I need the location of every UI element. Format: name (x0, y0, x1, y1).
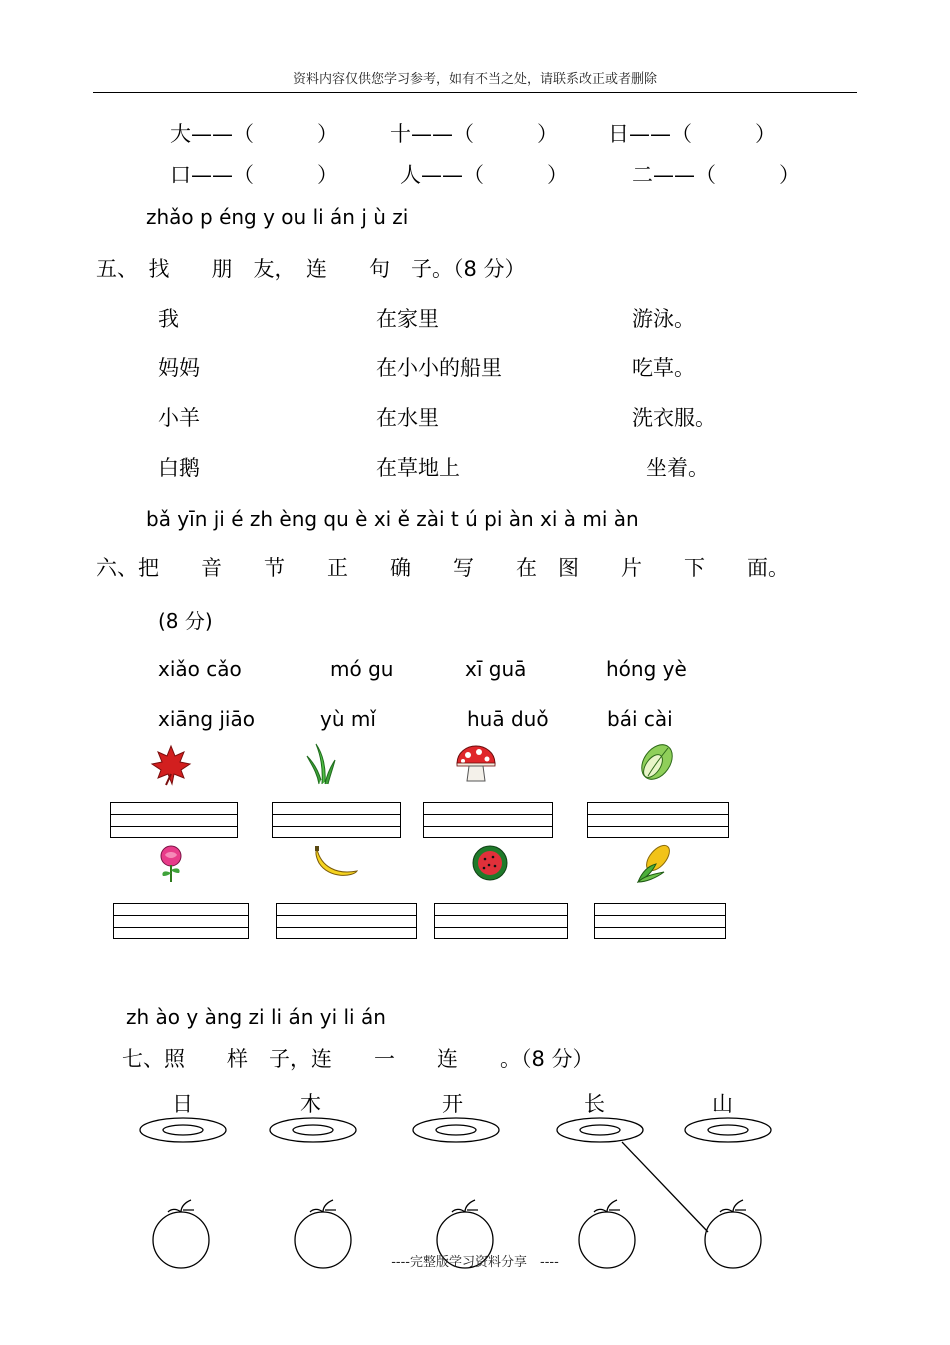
answer-box[interactable] (434, 903, 568, 939)
section6-score: (8 分) (158, 609, 213, 633)
action-phrase: 游泳。 (632, 307, 695, 331)
page-footer: ----完整版学习资料分享 ---- (391, 1255, 559, 1270)
cabbage-icon (636, 740, 678, 784)
ring-target-4 (557, 1118, 643, 1142)
subject-word: 我 (158, 307, 179, 331)
place-phrase: 在小小的船里 (376, 356, 502, 380)
section6-pinyin: bǎ yīn ji é zh èng qu è xi ě zài t ú pi àn xi à mi àn (146, 507, 639, 531)
section5-pinyin: zhǎo p éng y ou li án j ù zi (146, 205, 409, 229)
place-phrase: 在家里 (376, 307, 439, 331)
subject-word: 小羊 (158, 406, 200, 430)
char-pair: 人——（ ） (400, 163, 568, 187)
pinyin-word: hóng yè (606, 657, 687, 681)
match-char: 长 (584, 1092, 605, 1116)
ring-target-5 (685, 1118, 771, 1142)
example-link-line (622, 1142, 708, 1232)
subject-word: 白鹅 (158, 456, 200, 480)
answer-box[interactable] (113, 903, 249, 939)
action-phrase: 坐着。 (646, 456, 709, 480)
char-pair: 二——（ ） (632, 163, 800, 187)
ring-target-3 (413, 1118, 499, 1142)
match-char: 山 (712, 1092, 733, 1116)
action-phrase: 洗衣服。 (632, 406, 716, 430)
char-pair: 日——（ ） (608, 122, 776, 146)
section5-title: 五、 找 朋 友， 连 句 子。（8 分） (96, 257, 526, 281)
char-pair: 十——（ ） (390, 122, 558, 146)
banana-icon (313, 845, 359, 879)
section7-title: 七、照 样 子，连 一 连 。（8 分） (122, 1047, 594, 1071)
watermelon-icon (470, 843, 510, 883)
match-char: 开 (442, 1092, 463, 1116)
pinyin-word: mó gu (330, 657, 394, 681)
pinyin-word: huā duǒ (467, 707, 549, 731)
corn-icon (634, 842, 676, 884)
page-header: 资料内容仅供您学习参考，如有不当之处，请联系改正或者删除 (292, 72, 657, 87)
char-pair: 口——（ ） (170, 163, 338, 187)
maple-leaf-icon (150, 744, 192, 786)
pinyin-word: xiǎo cǎo (158, 657, 242, 681)
pinyin-word: xī guā (465, 657, 527, 681)
ring-target-2 (270, 1118, 356, 1142)
grass-icon (305, 742, 337, 786)
section7-pinyin: zh ào y àng zi li án yi li án (126, 1005, 386, 1029)
ring-target-1 (140, 1118, 226, 1142)
match-char: 日 (172, 1092, 193, 1116)
pinyin-word: yù mǐ (320, 707, 376, 731)
char-pair: 大——（ ） (170, 122, 338, 146)
place-phrase: 在水里 (376, 406, 439, 430)
answer-box[interactable] (587, 802, 729, 838)
match-char: 木 (300, 1092, 321, 1116)
pinyin-word: xiāng jiāo (158, 707, 255, 731)
section6-title: 六、把 音 节 正 确 写 在 图 片 下 面。 (96, 556, 789, 580)
answer-box[interactable] (423, 802, 553, 838)
mushroom-icon (454, 744, 498, 784)
answer-box[interactable] (272, 802, 401, 838)
answer-box[interactable] (110, 802, 238, 838)
answer-box[interactable] (594, 903, 726, 939)
pinyin-word: bái cài (607, 707, 673, 731)
action-phrase: 吃草。 (632, 356, 695, 380)
subject-word: 妈妈 (158, 356, 200, 380)
flower-icon (154, 843, 188, 883)
place-phrase: 在草地上 (376, 456, 460, 480)
answer-box[interactable] (276, 903, 417, 939)
header-divider (93, 92, 857, 93)
